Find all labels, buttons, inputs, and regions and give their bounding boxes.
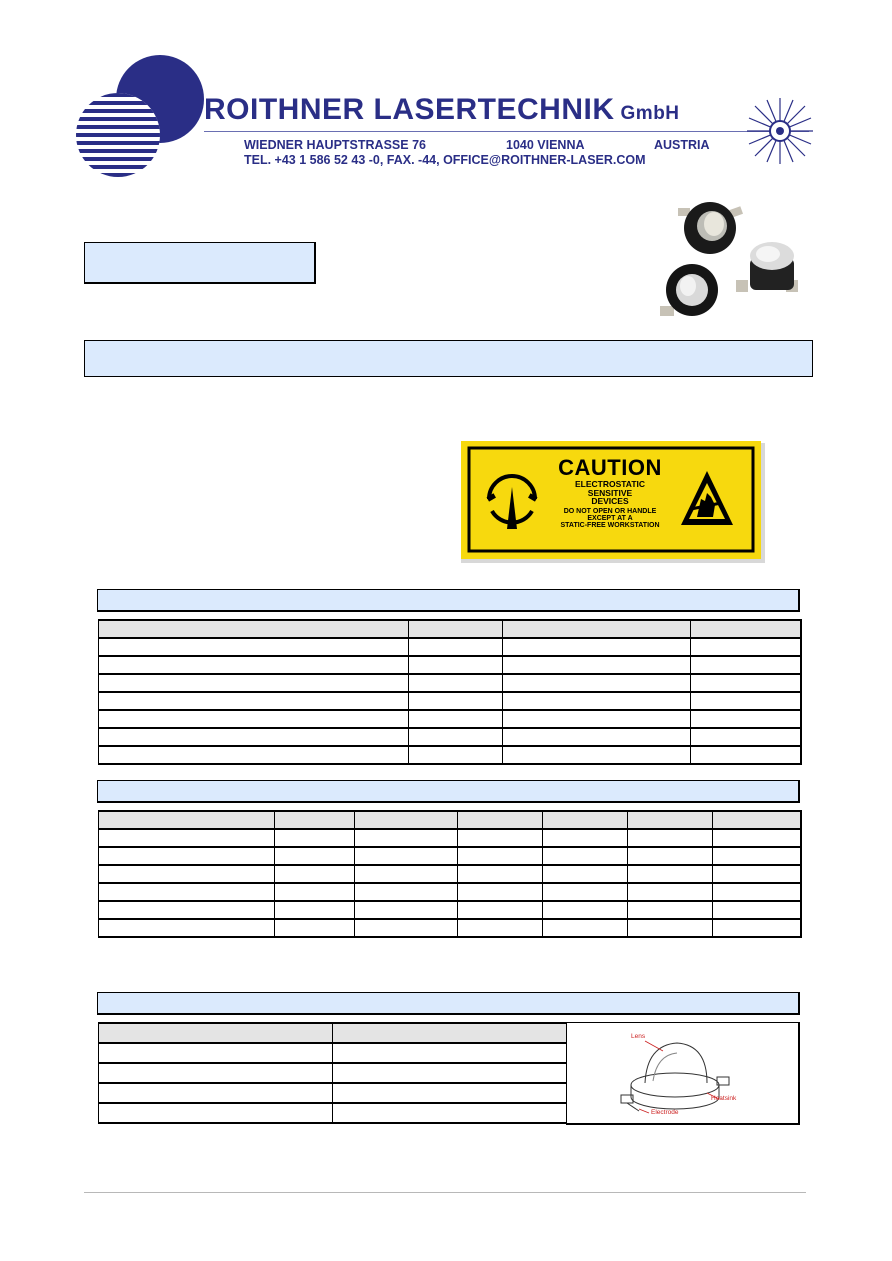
address-street: WIEDNER HAUPTSTRASSE 76 — [244, 138, 426, 152]
led-package-diagram — [567, 1023, 799, 1124]
table-row — [99, 901, 801, 919]
table-header-row — [99, 620, 801, 638]
table-row — [99, 865, 801, 883]
table-row — [99, 919, 801, 937]
datasheet-title-bar — [84, 340, 813, 377]
diagram-label-lens: Lens — [631, 1033, 646, 1040]
diagram-label-heatsink: Heatsink — [711, 1095, 737, 1102]
caution-line-4: DO NOT OPEN OR HANDLE — [563, 507, 657, 515]
address-city: 1040 VIENNA — [506, 138, 585, 152]
contact-line: TEL. +43 1 586 52 43 -0, FAX. -44, OFFICE@ROITHNER-LASER.COM — [244, 153, 646, 167]
company-name — [204, 95, 680, 125]
caution-line-5: EXCEPT AT A — [587, 514, 633, 522]
table-row — [99, 1063, 567, 1083]
section-bar-2 — [97, 780, 800, 803]
table-row — [99, 638, 801, 656]
table-row — [99, 883, 801, 901]
laser-star-icon — [745, 96, 815, 166]
table-row — [99, 829, 801, 847]
table-row — [99, 746, 801, 764]
table-row — [99, 1083, 567, 1103]
footer-rule — [84, 1192, 806, 1193]
characteristics-table — [98, 810, 802, 938]
section-bar-3 — [97, 992, 800, 1015]
caution-title: CAUTION — [558, 455, 662, 480]
table-row — [99, 728, 801, 746]
led-product-photo — [640, 198, 810, 328]
caution-text-block — [545, 457, 675, 529]
header-rule — [204, 131, 809, 132]
ratings-table — [98, 619, 802, 765]
table-row — [99, 692, 801, 710]
table-row — [99, 656, 801, 674]
table-header-row — [99, 1023, 567, 1043]
caution-line-1: ELECTROSTATIC — [574, 479, 646, 489]
company-suffix: GmbH — [620, 103, 680, 124]
address-country: AUSTRIA — [654, 138, 710, 152]
section-bar-1 — [97, 589, 800, 612]
table-row — [99, 1103, 567, 1123]
caution-line-6: STATIC-FREE WORKSTATION — [560, 521, 660, 529]
caution-line-3: DEVICES — [591, 496, 629, 506]
address-line — [244, 138, 710, 152]
company-name-text: ROITHNER LASERTECHNIK — [204, 93, 615, 126]
table-row — [99, 674, 801, 692]
logo-circles-icon — [74, 55, 204, 185]
package-table — [98, 1022, 568, 1124]
diagram-label-electrode: Electrode — [651, 1109, 679, 1116]
table-row — [99, 1043, 567, 1063]
caution-line-2: SENSITIVE — [587, 487, 633, 498]
package-diagram-box — [566, 1022, 800, 1125]
table-header-row — [99, 811, 801, 829]
table-row — [99, 847, 801, 865]
product-name-box — [84, 242, 316, 284]
table-row — [99, 710, 801, 728]
